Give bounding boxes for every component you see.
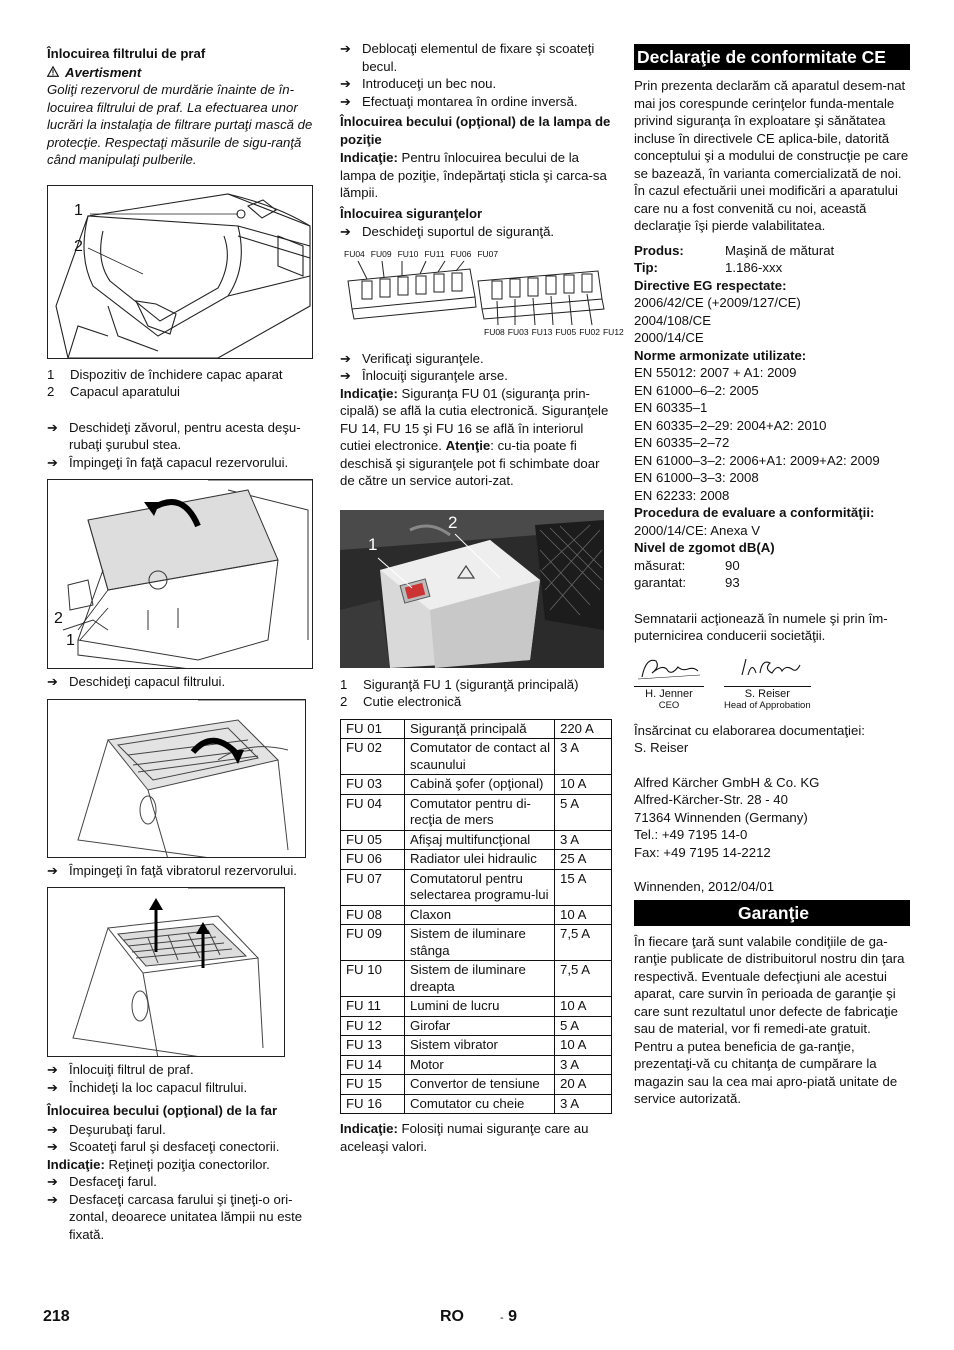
table-row <box>341 925 612 961</box>
table-row <box>341 830 612 850</box>
fuse-rating-cell: 15 A <box>555 869 612 905</box>
fuse-id-cell: FU 03 <box>341 775 405 795</box>
figure-tank-cover <box>47 479 313 669</box>
fuse-table <box>340 719 612 1115</box>
arrow-icon: ➔ <box>47 1191 59 1207</box>
callout-1: 1 <box>368 534 378 554</box>
figure-filter-cover <box>47 699 306 858</box>
fuse-rating-cell: 3 A <box>555 1055 612 1075</box>
fuse-rating-cell: 10 A <box>555 997 612 1017</box>
steps-open-cover <box>47 419 322 472</box>
signature-jenner-image <box>634 653 704 683</box>
step-item: ➔ Deblocaţi elementul de fixare şi scoateţi becul. <box>340 41 595 74</box>
fuse-id-cell: FU 13 <box>341 1036 405 1056</box>
column-1 <box>47 40 322 1243</box>
fuse-desc-cell: Comutator de contact al scaunului <box>405 739 555 775</box>
fuse-rating-cell: 5 A <box>555 1016 612 1036</box>
arrow-icon: ➔ <box>47 1079 59 1095</box>
fuse-rating-cell: 3 A <box>555 830 612 850</box>
arrow-icon: ➔ <box>47 419 59 435</box>
directives-label: Directive EG respectate: <box>634 277 787 293</box>
replace-filter-illustration <box>48 888 285 1057</box>
fuse-rating-cell: 25 A <box>555 850 612 870</box>
electronic-box-photo <box>340 510 604 668</box>
warranty-title: Garanţie <box>634 900 910 926</box>
machine-cover-illustration <box>48 186 313 359</box>
sig2-name: S. Reiser <box>724 686 811 700</box>
guaranteed-row: garantat: 93 <box>634 575 740 590</box>
fuse-desc-cell: Sistem de iluminare stânga <box>405 925 555 961</box>
documentation-label: Însărcinat cu elaborarea documentaţiei: <box>634 722 865 738</box>
signatories-text: Semnatarii acţionează în numele şi prin îm-puternicirea conducerii societăţii. <box>634 610 888 643</box>
legend-photo <box>340 676 615 711</box>
arrow-icon: ➔ <box>47 1062 59 1077</box>
noise-label: Nivel de zgomot dB(A) <box>634 540 775 555</box>
sub-page-number: - 9 <box>500 1308 518 1325</box>
warning-text: Goliţi rezervorul de murdărie înainte de în-locuirea filtrului de praf. La efectuarea unor lucrări la instalaţia de filtrare purtaţi mască de protecţie. Respectaţi măsurile de sigu-ranţă când manipulaţi pulberile. <box>47 82 313 167</box>
step-item: ➔ Efectuaţi montarea în ordine inversă. <box>340 93 578 109</box>
steps-headlamp-2 <box>47 1173 322 1243</box>
fuse-id-cell: FU 02 <box>341 739 405 775</box>
column-3 <box>634 40 910 1108</box>
legend-item: 1 Dispozitiv de închidere capac aparat <box>47 366 283 382</box>
fuse-desc-cell: Sistem de iluminare dreapta <box>405 961 555 997</box>
table-row <box>341 1016 612 1036</box>
arrow-icon: ➔ <box>340 368 352 383</box>
callout-1: 1 <box>74 201 83 219</box>
legend-item: 1 Siguranţă FU 1 (siguranţă principală) <box>340 676 579 692</box>
fuse-id-cell: FU 12 <box>341 1016 405 1036</box>
sig2-role: Head of Approbation <box>724 699 811 711</box>
fuse-id-cell: FU 04 <box>341 794 405 830</box>
fuse-id-cell: FU 09 <box>341 925 405 961</box>
fuse-holder-diagram <box>340 248 624 344</box>
callout-line-2 <box>88 248 143 274</box>
warning-title: Avertisment <box>65 64 142 80</box>
table-row <box>341 869 612 905</box>
fuse-rating-cell: 7,5 A <box>555 961 612 997</box>
step-item: ➔ Închideţi la loc capacul filtrului. <box>47 1079 248 1095</box>
fuse-id-cell: FU 07 <box>341 869 405 905</box>
table-row <box>341 719 612 739</box>
documentation-name: S. Reiser <box>634 740 689 755</box>
heading-fuses: Înlocuirea siguranţelor <box>340 205 483 221</box>
heading-position-lamp: Înlocuirea becului (opţional) de la lampa de poziţie <box>340 114 611 147</box>
fuse-id-cell: FU 01 <box>341 719 405 739</box>
fuse-rating-cell: 3 A <box>555 739 612 775</box>
fuse-rating-cell: 5 A <box>555 794 612 830</box>
sig1-role: CEO <box>658 699 680 711</box>
table-row <box>341 775 612 795</box>
indication-same-values: Indicaţie: Folosiţi numai siguranţe care au aceleaşi valori. <box>340 1121 589 1154</box>
signature-jenner <box>634 653 704 712</box>
arrow-icon: ➔ <box>47 674 59 689</box>
type-row: Tip: 1.186-xxx <box>634 260 783 275</box>
fuse-id-cell: FU 14 <box>341 1055 405 1075</box>
table-row <box>341 1075 612 1095</box>
callout-2: 2 <box>74 237 83 255</box>
company-address: Alfred Kärcher GmbH & Co. KG Alfred-Kärcher-Str. 28 - 40 71364 Winnenden (Germany) Tel.: +49 7195 14-0 Fax: +49 7195 14-2212 <box>634 774 820 860</box>
fuse-id-cell: FU 06 <box>341 850 405 870</box>
fuse-id-cell: FU 08 <box>341 905 405 925</box>
ce-details: Produs: Maşină de măturat Tip: 1.186-xxx Directive EG respectate: 2006/42/CE (+2009/127/CE) 2004/108/CE 2000/14/CE Norme armonizate utilizate: EN 55012: 2007 + A1: 2009 EN 61000–6–2: 2005 EN 60335–1 EN 60335–2–29: 2004+A2: 2010 EN 60335–2–72 EN 61000–3–2: 2006+A1: 2009+A2: 2009 EN 61000–3–3: 2008 EN 62233: 2008 Procedura de evaluare a conformităţii: 2000/14/CE: Anexa V Nivel de zgomot dB(A) măsurat: 90 garantat: 93 <box>634 242 910 592</box>
photo-electronic-box <box>340 510 604 668</box>
fuse-desc-cell: Convertor de tensiune <box>405 1075 555 1095</box>
fuse-id-cell: FU 11 <box>341 997 405 1017</box>
place-date: Winnenden, 2012/04/01 <box>634 879 775 894</box>
step-item: ➔ Împingeţi în faţă vibratorul rezervorului. <box>47 862 297 878</box>
sig1-name: H. Jenner <box>634 686 704 700</box>
arrow-icon: ➔ <box>340 224 352 239</box>
procedure-label: Procedura de evaluare a conformităţii: <box>634 505 875 520</box>
filter-cover-illustration <box>48 700 306 858</box>
fuse-id-cell: FU 10 <box>341 961 405 997</box>
steps-replace-filter <box>47 1061 322 1096</box>
fuse-rating-cell: 20 A <box>555 1075 612 1095</box>
step-item: ➔ Introduceţi un bec nou. <box>340 76 497 91</box>
signatures <box>634 653 910 712</box>
signature-reiser <box>724 653 811 712</box>
norms-label: Norme armonizate utilizate: <box>634 347 807 363</box>
heading-filter-replacement: Înlocuirea filtrului de praf <box>47 46 206 61</box>
arrow-icon: ➔ <box>47 862 59 878</box>
fuse-desc-cell: Motor <box>405 1055 555 1075</box>
arrow-icon: ➔ <box>47 1139 59 1154</box>
fuse-labels-top: FU04 FU09 FU10 FU11 FU06 FU07 <box>344 248 499 259</box>
fuse-desc-cell: Sistem vibrator <box>405 1036 555 1056</box>
warning-triangle-icon <box>47 64 59 82</box>
fuse-desc-cell: Siguranţă principală <box>405 719 555 739</box>
ce-intro-text: Prin prezenta declarăm că aparatul desem-nat mai jos corespunde cerinţelor funda-mentale privind siguranţa în exploatare şi sănătatea incluse în directivele CE aplica-bile, datorită conceptului şi a modului de construcţie pe care se bazează, în varianta comercializată de noi. În cazul efectuării unei modificări a aparatului care nu a fost convenită cu noi, această declaraţie îşi pierde valabilitatea. <box>634 78 909 233</box>
page-number: 218 <box>43 1308 70 1325</box>
indication-connectors: Indicaţie: Reţineţi poziţia conectorilor. <box>47 1156 270 1172</box>
step-item: ➔ Deschideţi zăvorul, pentru acesta deşu-rubaţi şurubul stea. <box>47 419 301 452</box>
fuse-desc-cell: Comutator cu cheie <box>405 1094 555 1114</box>
indication-position-lamp: Indicaţie: Pentru înlocuirea becului de la lampa de poziţie, îndepărtaţi sticla şi carca-sa lămpii. <box>340 150 607 200</box>
fuse-desc-cell: Radiator ulei hidraulic <box>405 850 555 870</box>
steps-check-fuses <box>340 350 615 385</box>
table-row <box>341 905 612 925</box>
step-item: ➔ Deschideţi suportul de siguranţă. <box>340 224 555 239</box>
fuse-rating-cell: 10 A <box>555 1036 612 1056</box>
table-row <box>341 739 612 775</box>
measured-row: măsurat: 90 <box>634 557 740 573</box>
sub-page-value: 9 <box>508 1308 518 1325</box>
fuse-id-cell: FU 16 <box>341 1094 405 1114</box>
step-item: ➔ Desfaceţi carcasa farului şi ţineţi-o ori-zontal, deoarece unitatea lămpii nu este fixată. <box>47 1191 303 1242</box>
legend-item: 2 Capacul aparatului <box>47 384 180 399</box>
fuse-desc-cell: Claxon <box>405 905 555 925</box>
table-row <box>341 1055 612 1075</box>
steps-bulb <box>340 40 615 110</box>
fuse-desc-cell: Comutatorul pentru selectarea programu-lui <box>405 869 555 905</box>
table-row <box>341 1094 612 1114</box>
step-item: ➔ Înlocuiţi filtrul de praf. <box>47 1062 194 1077</box>
arrow-icon: ➔ <box>47 1174 59 1189</box>
table-row <box>341 850 612 870</box>
callout-2: 2 <box>54 610 63 627</box>
figure-machine-cover <box>47 185 313 359</box>
step-item: ➔ Deşurubaţi farul. <box>47 1121 166 1137</box>
fuse-rating-cell: 10 A <box>555 905 612 925</box>
fuse-desc-cell: Comutator pentru di-recţia de mers <box>405 794 555 830</box>
indication-fuse-location: Indicaţie: Siguranţa FU 01 (siguranţa prin-cipală) se află la cutia electronică. Siguranţele FU 14, FU 15 şi FU 16 se află în interiorul cutiei electronice. Atenţie: cu-tia poate fi deschisă şi siguranţele pot fi schimbate doar de către un service autori-zat. <box>340 385 609 488</box>
fuse-desc-cell: Lumini de lucru <box>405 997 555 1017</box>
table-row <box>341 1036 612 1056</box>
fuse-id-cell: FU 05 <box>341 830 405 850</box>
arrow-icon: ➔ <box>340 93 352 109</box>
warranty-text: În fiecare ţară sunt valabile condiţiile de ga-ranţie publicate de distribuitorul nostru din ţara respectivă. Eventuale defecţiuni ale acestui aparat, care survin în perioada de garanţie şi care sunt rezultatul unor defecte de fabricaţie sau de material, vor fi remedi-ate gratuit. Pentru a putea beneficia de ga-ranţie, prezentaţi-vă cu chitanţa de cumpărare la magazin sau la cea mai apro-piată unitate de service autorizată. <box>634 933 905 1106</box>
heading-headlamp: Înlocuirea becului (opţional) de la far <box>47 1103 278 1118</box>
fuse-rating-cell: 7,5 A <box>555 925 612 961</box>
fuse-desc-cell: Afişaj multifuncţional <box>405 830 555 850</box>
language-code: RO <box>440 1308 464 1325</box>
arrow-icon: ➔ <box>47 1121 59 1137</box>
legend-figure-1 <box>47 366 322 401</box>
tank-cover-illustration <box>48 480 313 669</box>
table-row <box>341 997 612 1017</box>
step-item: ➔ Scoateţi farul şi desfaceţi conectorii. <box>47 1139 280 1154</box>
fuse-labels-bottom: FU08 FU03 FU13 FU05 FU02 FU12 <box>484 326 624 337</box>
step-item: ➔ Deschideţi capacul filtrului. <box>47 674 226 689</box>
ce-declaration-title: Declaraţie de conformitate CE <box>634 44 910 70</box>
arrow-icon: ➔ <box>47 454 59 470</box>
step-item: ➔ Desfaceţi farul. <box>47 1174 157 1189</box>
legend-item: 2 Cutie electronică <box>340 694 462 709</box>
steps-headlamp <box>47 1121 322 1156</box>
warning-heading <box>47 64 322 82</box>
fuse-desc-cell: Cabină şofer (opţional) <box>405 775 555 795</box>
callout-1: 1 <box>66 632 75 649</box>
arrow-icon: ➔ <box>340 76 352 91</box>
product-row: Produs: Maşină de măturat <box>634 242 835 258</box>
fuse-desc-cell: Girofar <box>405 1016 555 1036</box>
signature-reiser-image <box>732 653 802 683</box>
arrow-icon: ➔ <box>340 350 352 366</box>
step-item: ➔ Împingeţi în faţă capacul rezervorului. <box>47 454 289 470</box>
column-2 <box>340 40 624 1155</box>
step-item: ➔ Înlocuiţi siguranţele arse. <box>340 368 508 383</box>
arrow-icon: ➔ <box>340 41 352 56</box>
fuse-rating-cell: 220 A <box>555 719 612 739</box>
figure-replace-filter <box>47 887 285 1057</box>
table-row <box>341 794 612 830</box>
fuse-id-cell: FU 15 <box>341 1075 405 1095</box>
table-row <box>341 961 612 997</box>
step-item: ➔ Verificaţi siguranţele. <box>340 350 484 366</box>
fuse-rating-cell: 10 A <box>555 775 612 795</box>
fuse-rating-cell: 3 A <box>555 1094 612 1114</box>
callout-2: 2 <box>448 512 458 532</box>
